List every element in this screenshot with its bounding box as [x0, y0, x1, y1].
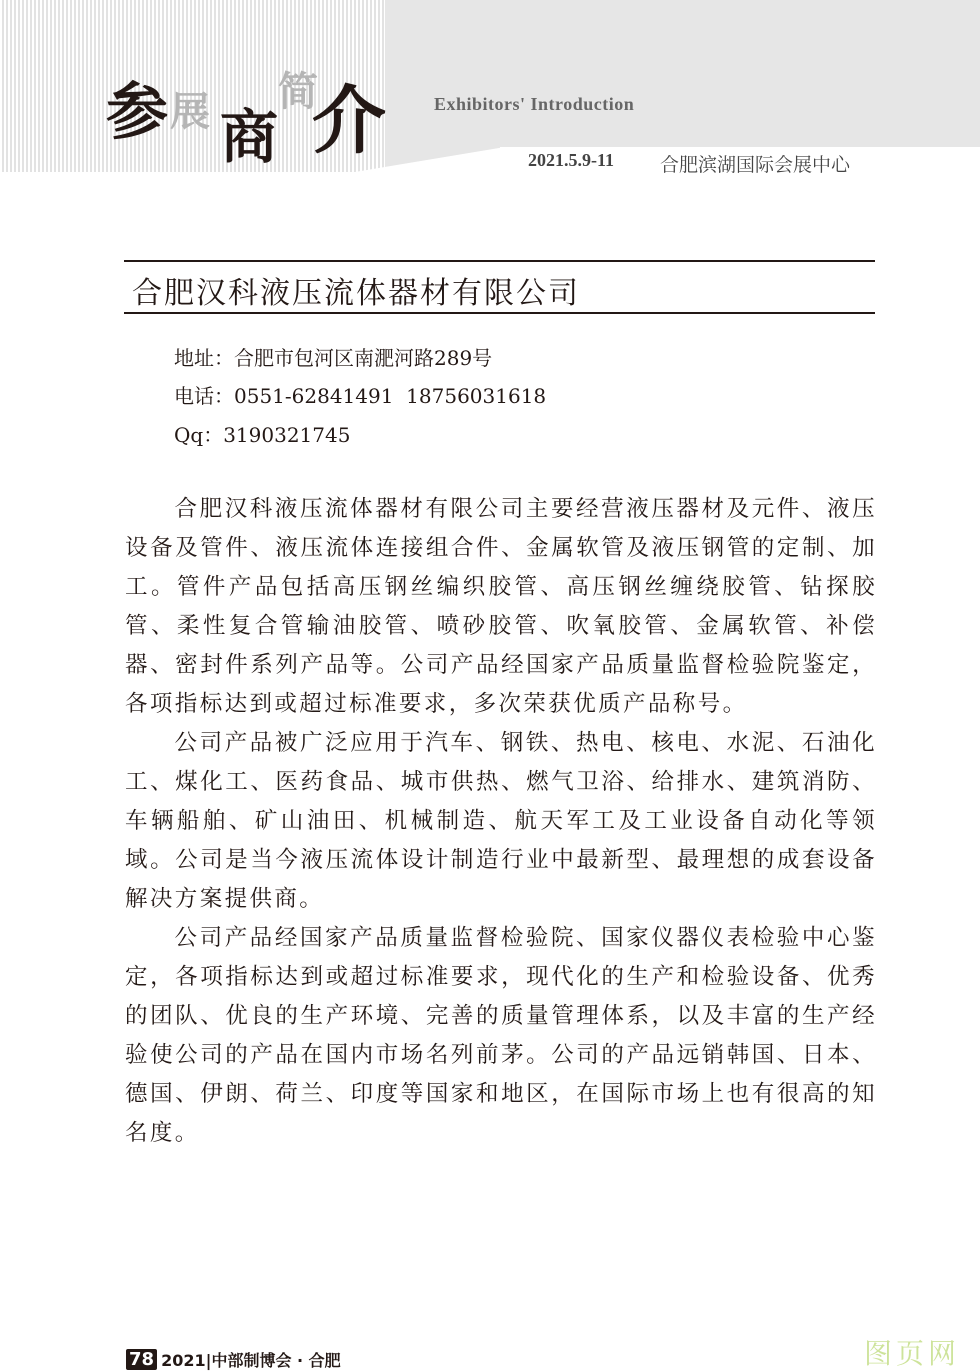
- paragraph: 合肥汉科液压流体器材有限公司主要经营液压器材及元件、液压设备及管件、液压流体连接组合件、金属软管及液压钢管的定制、加工。管件产品包括高压钢丝编织胶管、高压钢丝缠绕胶管、钻探胶管、柔性复合管输油胶管、喷砂胶管、吹氧胶管、金属软管、补偿器、密封件系列产品等。公司产品经国家产品质量监督检验院鉴定，各项指标达到或超过标准要求，多次荣获优质产品称号。: [125, 496, 877, 717]
- title-char: 介: [312, 78, 386, 164]
- company-name: 合肥汉科液压流体器材有限公司: [132, 276, 580, 311]
- event-venue: 合肥滨湖国际会展中心: [660, 154, 851, 176]
- watermark: 图页网: [863, 1337, 960, 1370]
- company-qq: Qq：3190321745: [174, 423, 351, 447]
- divider-top: [124, 260, 875, 262]
- header-subtitle: Exhibitors' Introduction: [434, 94, 635, 114]
- paragraph: 公司产品被广泛应用于汽车、钢铁、热电、核电、水泥、石油化工、煤化工、医药食品、城市供热、燃气卫浴、给排水、建筑消防、车辆船舶、矿山油田、机械制造、航天军工及工业设备自动化等领域。公司是当今液压流体设计制造行业中最新型、最理想的成套设备解决方案提供商。: [125, 730, 877, 912]
- page-number: 78: [126, 1349, 157, 1370]
- divider-bottom: [124, 312, 875, 314]
- page-header: [0, 0, 980, 176]
- title-char: 简: [278, 68, 318, 115]
- page-footer: [126, 1348, 341, 1371]
- title-char: 参: [106, 75, 169, 148]
- title-char: 展: [170, 88, 210, 135]
- company-address: 地址：合肥市包河区南淝河路289号: [174, 346, 493, 370]
- event-date: 2021.5.9-11: [528, 150, 615, 170]
- company-description: [125, 490, 877, 1153]
- title-char: 商: [220, 103, 279, 171]
- paragraph: 公司产品经国家产品质量监督检验院、国家仪器仪表检验中心鉴定，各项指标达到或超过标准要求，现代化的生产和检验设备、优秀的团队、优良的生产环境、完善的质量管理体系，以及丰富的生产经验使公司的产品在国内市场名列前茅。公司的产品远销韩国、日本、德国、伊朗、荷兰、印度等国家和地区，在国际市场上也有很高的知名度。: [125, 925, 877, 1146]
- footer-text: 2021|中部制博会 · 合肥: [161, 1351, 341, 1370]
- company-phone: 电话：0551-62841491 18756031618: [174, 384, 547, 408]
